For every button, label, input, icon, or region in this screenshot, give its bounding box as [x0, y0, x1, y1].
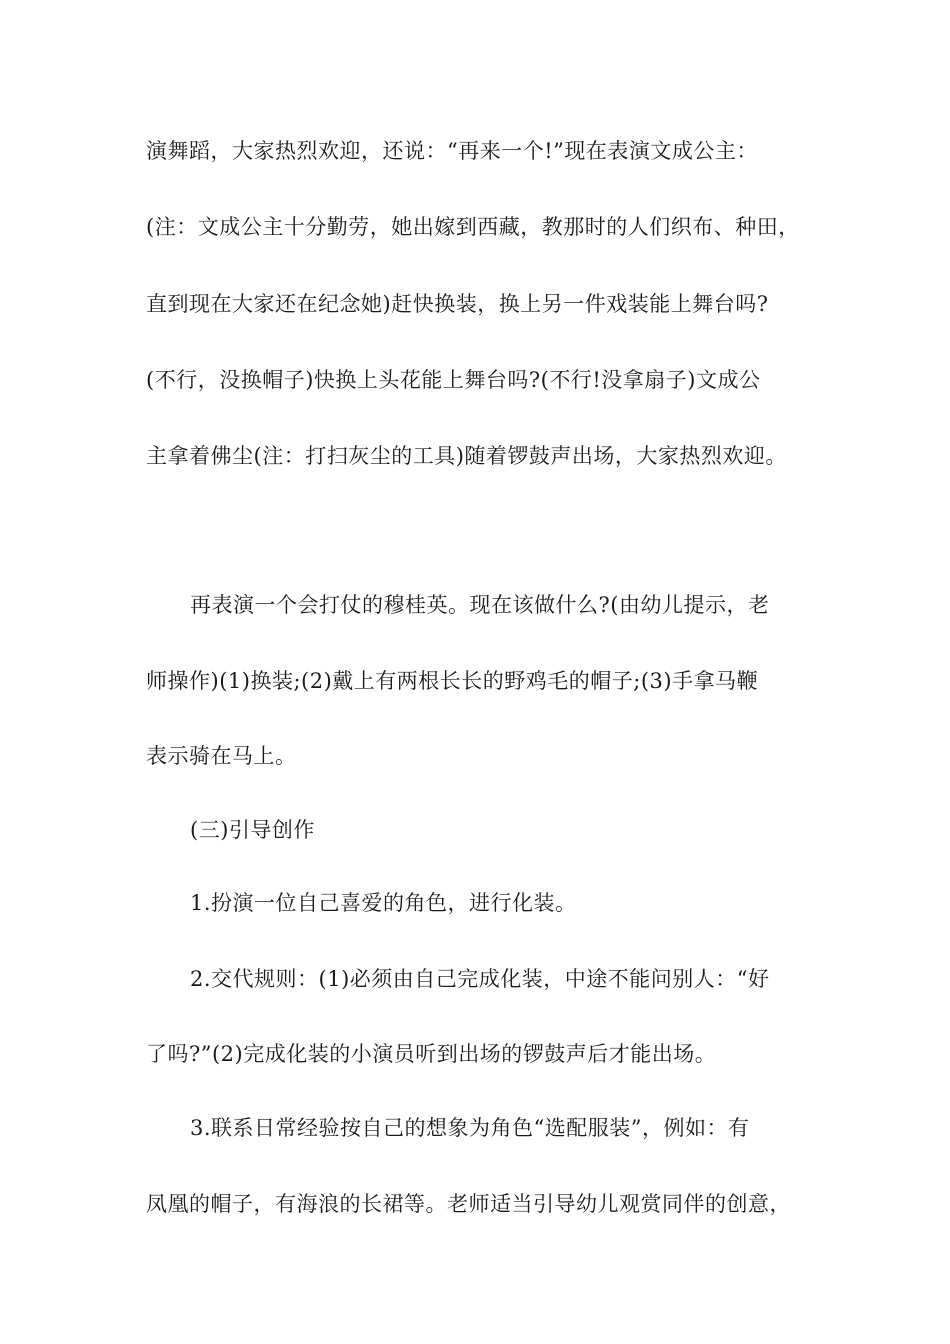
text-line: (不行，没换帽子)快换上头花能上舞台吗?(不行!没拿扇子)文成公 — [146, 368, 761, 392]
text-line: 3.联系日常经验按自己的想象为角色“选配服装”，例如：有 — [190, 1116, 750, 1140]
text-line: 演舞蹈，大家热烈欢迎，还说：“再来一个!”现在表演文成公主： — [146, 139, 758, 163]
text-line: 2.交代规则：(1)必须由自己完成化装，中途不能问别人：“好 — [190, 967, 770, 991]
text-line: 凤凰的帽子，有海浪的长裙等。老师适当引导幼儿观赏同伴的创意， — [146, 1192, 791, 1216]
section-heading: (三)引导创作 — [190, 818, 315, 842]
text-line: (注：文成公主十分勤劳，她出嫁到西藏，教那时的人们织布、种田， — [146, 215, 800, 239]
text-line: 直到现在大家还在纪念她)赶快换装，换上另一件戏装能上舞台吗? — [146, 292, 769, 316]
text-line: 主拿着佛尘(注：打扫灰尘的工具)随着锣鼓声出场，大家热烈欢迎。 — [146, 444, 787, 468]
text-line: 师操作)(1)换装;(2)戴上有两根长长的野鸡毛的帽子;(3)手拿马鞭 — [146, 669, 759, 693]
text-line: 1.扮演一位自己喜爱的角色，进行化装。 — [190, 891, 577, 915]
text-line: 表示骑在马上。 — [146, 744, 297, 768]
text-line: 再表演一个会打仗的穆桂英。现在该做什么?(由幼儿提示，老 — [190, 593, 770, 617]
text-line: 了吗?”(2)完成化装的小演员听到出场的锣鼓声后才能出场。 — [146, 1042, 717, 1066]
